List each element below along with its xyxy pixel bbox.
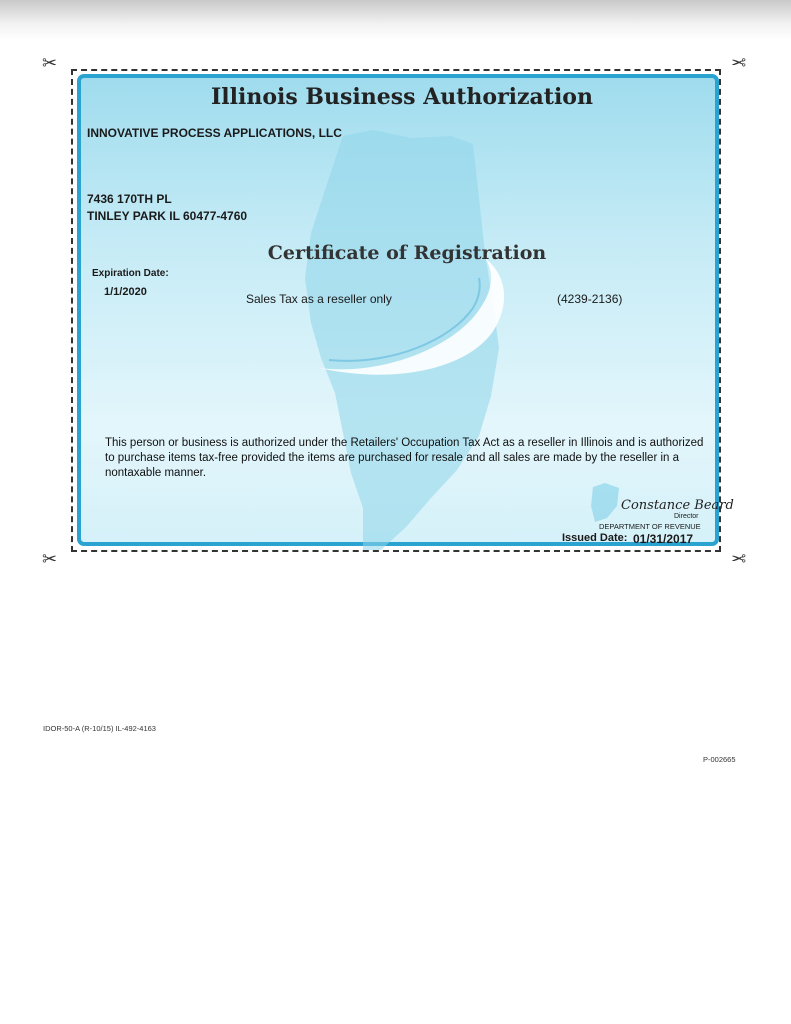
director-label: Director xyxy=(674,513,699,520)
business-name: INNOVATIVE PROCESS APPLICATIONS, LLC xyxy=(87,126,342,140)
scan-top-shadow xyxy=(0,0,791,40)
scissors-icon: ✂ xyxy=(731,53,747,74)
page-code: P-002665 xyxy=(703,755,736,764)
address-line-1: 7436 170TH PL xyxy=(87,192,172,206)
expiration-label: Expiration Date: xyxy=(92,268,169,279)
tax-type: Sales Tax as a reseller only xyxy=(246,292,392,306)
certificate-subtitle: Certificate of Registration xyxy=(267,242,547,264)
certificate-panel xyxy=(77,74,734,546)
form-code: IDOR-50-A (R-10/15) IL-492-4163 xyxy=(43,724,156,733)
scissors-icon: ✂ xyxy=(42,53,58,74)
scissors-icon: ✂ xyxy=(731,549,747,570)
address-line-2: TINLEY PARK IL 60477-4760 xyxy=(87,209,248,223)
issued-date: 01/31/2017 xyxy=(633,532,694,546)
department-name: DEPARTMENT OF REVENUE xyxy=(599,522,701,531)
tax-account-id: (4239-2136) xyxy=(557,292,623,306)
director-signature: Constance Beard xyxy=(621,498,734,513)
certificate-title: Illinois Business Authorization xyxy=(211,84,593,110)
scissors-icon: ✂ xyxy=(42,549,58,570)
seal-state-icon xyxy=(591,483,619,522)
authorization-statement: This person or business is authorized under the Retailers' Occupation Tax Act as a reseller in Illinois and is authorized to purchase items tax-free provided the items are purchased for resale and all sales are made by the reseller in a nontaxable manner. xyxy=(105,437,704,479)
expiration-date: 1/1/2020 xyxy=(104,286,147,298)
issued-date-label: Issued Date: xyxy=(562,532,628,544)
